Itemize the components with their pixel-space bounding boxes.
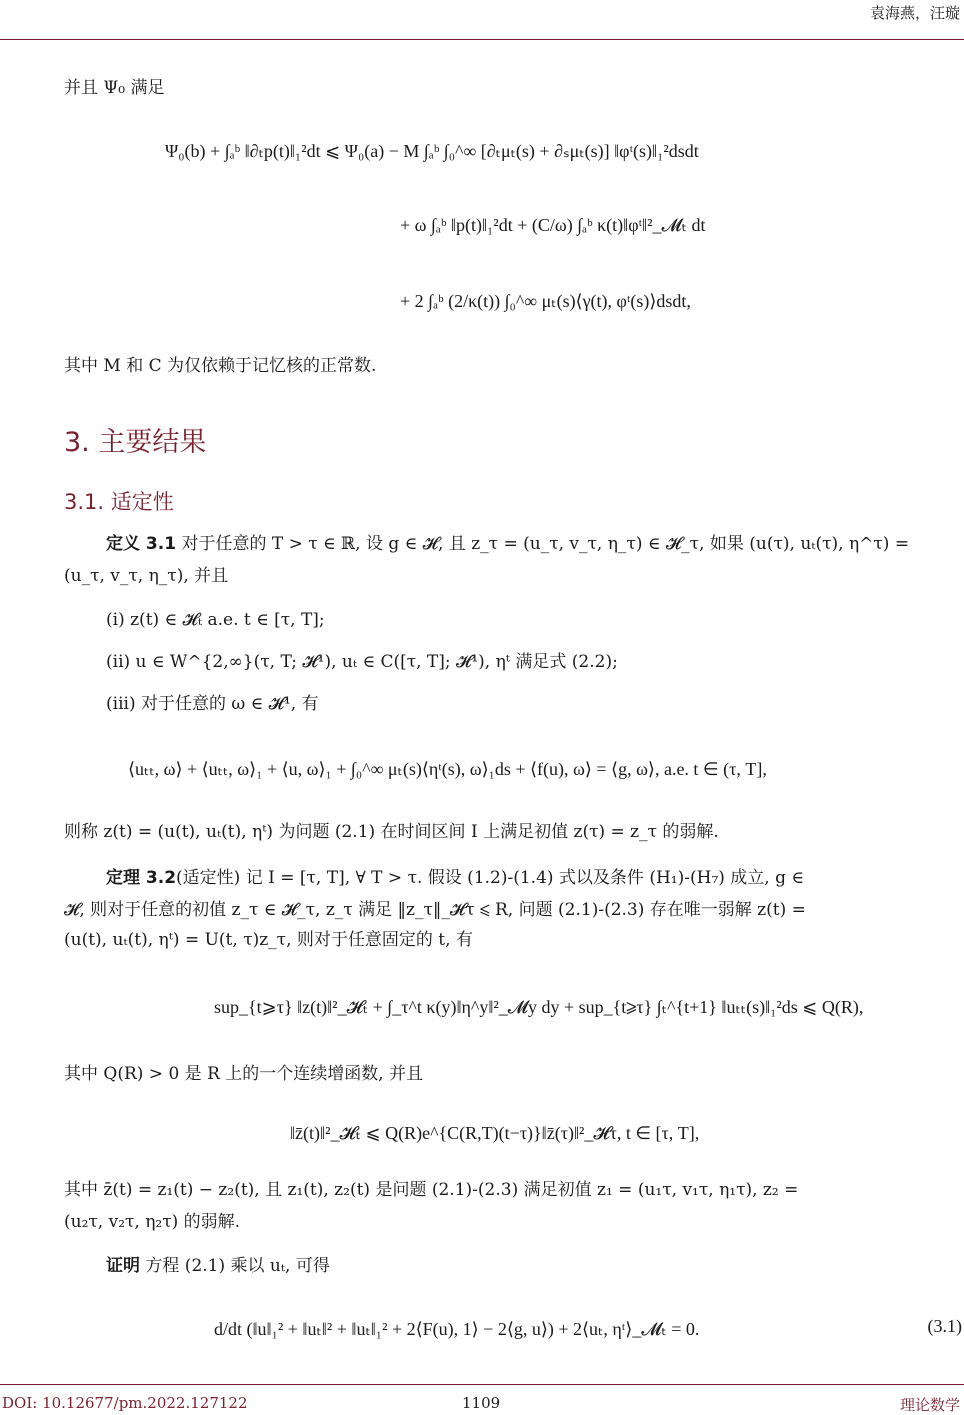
- text-line-2: 其中 M 和 C 为仅依赖于记忆核的正常数.: [64, 356, 377, 376]
- header-rule: [0, 39, 964, 40]
- theorem-line-2: 𝓗, 则对于任意的初值 z_τ ∈ 𝓗_τ, z_τ 满足 ‖z_τ‖_𝓗τ ⩽ R, 问题 (2.1)-(2.3) 存在唯一弱解 z(t) =: [64, 900, 806, 920]
- equation-1-row-3: + 2 ∫ₐᵇ (2/κ(t)) ∫₀^∞ μₜ(s)⟨γ(t), φᵗ(s)⟩dsdt,: [400, 291, 691, 311]
- text-line-4: 其中 Q(R) > 0 是 R 上的一个连续增函数, 并且: [64, 1064, 424, 1084]
- equation-2: ⟨uₜₜ, ω⟩ + ⟨uₜₜ, ω⟩₁ + ⟨u, ω⟩₁ + ∫₀^∞ μₜ(s)⟨ηᵗ(s), ω⟩₁ds + ⟨f(u), ω⟩ = ⟨g, ω⟩, a.e. t ∈ (τ, T],: [128, 759, 767, 779]
- definition-label: 定义 3.1: [106, 534, 177, 554]
- text-line-1: 并且 Ψ₀ 满足: [64, 78, 165, 98]
- section-title: 3. 主要结果: [64, 427, 207, 458]
- theorem-text-1: (适定性) 记 I = [τ, T], ∀ T > τ. 假设 (1.2)-(1.4) 式以及条件 (H₁)-(H₇) 成立, g ∈: [176, 868, 804, 888]
- header-authors: 袁海燕，汪璇: [869, 4, 960, 22]
- definition-line-2: (u_τ, v_τ, η_τ), 并且: [64, 566, 229, 586]
- footer-page-number: 1109: [462, 1394, 501, 1412]
- list-item-1: (i) z(t) ∈ 𝓗ₜ a.e. t ∈ [τ, T];: [106, 610, 325, 630]
- definition-line-1: [106, 532, 909, 556]
- text-line-5b: (u₂τ, v₂τ, η₂τ) 的弱解.: [64, 1212, 241, 1232]
- theorem-line-3: (u(t), uₜ(t), ηᵗ) = U(t, τ)z_τ, 则对于任意固定的 t, 有: [64, 930, 473, 950]
- equation-1-row-2: + ω ∫ₐᵇ ‖p(t)‖₁²dt + (C/ω) ∫ₐᵇ κ(t)‖φᵗ‖²_𝓜ₜ dt: [400, 215, 706, 235]
- subsection-title: 3.1. 适定性: [64, 490, 174, 514]
- equation-5-number: (3.1): [927, 1316, 962, 1336]
- equation-3: sup_{t⩾τ} ‖z(t)‖²_𝓗ₜ + ∫_τ^t κ(y)‖η^y‖²_𝓜y dy + sup_{t⩾τ} ∫ₜ^{t+1} ‖uₜₜ(s)‖₁²ds ⩽ Q(R),: [214, 997, 864, 1017]
- equation-1-row-1: Ψ₀(b) + ∫ₐᵇ ‖∂ₜp(t)‖₁²dt ⩽ Ψ₀(a) − M ∫ₐᵇ ∫₀^∞ [∂ₜμₜ(s) + ∂ₛμₜ(s)] ‖φᵗ(s)‖₁²dsdt: [165, 141, 699, 161]
- theorem-line-1: [106, 866, 804, 890]
- list-item-3: (iii) 对于任意的 ω ∈ 𝓗¹, 有: [106, 694, 319, 714]
- footer-rule: [0, 1384, 964, 1385]
- theorem-label: 定理 3.2: [106, 868, 177, 888]
- definition-text-1: 对于任意的 T > τ ∈ ℝ, 设 g ∈ 𝓗, 且 z_τ = (u_τ, v_τ, η_τ) ∈ 𝓗_τ, 如果 (u(τ), uₜ(τ), η^τ) =: [181, 534, 910, 554]
- text-line-3: 则称 z(t) = (u(t), uₜ(t), ηᵗ) 为问题 (2.1) 在时间区间 I 上满足初值 z(τ) = z_τ 的弱解.: [64, 822, 719, 842]
- proof-text: 方程 (2.1) 乘以 uₜ, 可得: [145, 1256, 330, 1276]
- proof-label: 证明: [106, 1256, 140, 1276]
- footer-journal: 理论数学: [899, 1396, 960, 1414]
- footer-doi[interactable]: DOI: 10.12677/pm.2022.127122: [2, 1394, 248, 1412]
- text-line-5a: 其中 z̄(t) = z₁(t) − z₂(t), 且 z₁(t), z₂(t) 是问题 (2.1)-(2.3) 满足初值 z₁ = (u₁τ, v₁τ, η₁τ), z₂ =: [64, 1180, 799, 1200]
- equation-4: ‖z̄(t)‖²_𝓗ₜ ⩽ Q(R)e^{C(R,T)(t−τ)}‖z̄(τ)‖²_𝓗τ, t ∈ [τ, T],: [290, 1123, 700, 1143]
- equation-5: d/dt (‖u‖₁² + ‖uₜ‖² + ‖uₜ‖₁² + 2⟨F(u), 1⟩ − 2⟨g, u⟩) + 2⟨uₜ, ηᵗ⟩_𝓜ₜ = 0.: [214, 1319, 700, 1339]
- list-item-2: (ii) u ∈ W^{2,∞}(τ, T; 𝓗¹), uₜ ∈ C([τ, T]; 𝓗¹), ηᵗ 满足式 (2.2);: [106, 652, 618, 672]
- proof-line: [106, 1254, 330, 1278]
- page-header: [0, 0, 964, 38]
